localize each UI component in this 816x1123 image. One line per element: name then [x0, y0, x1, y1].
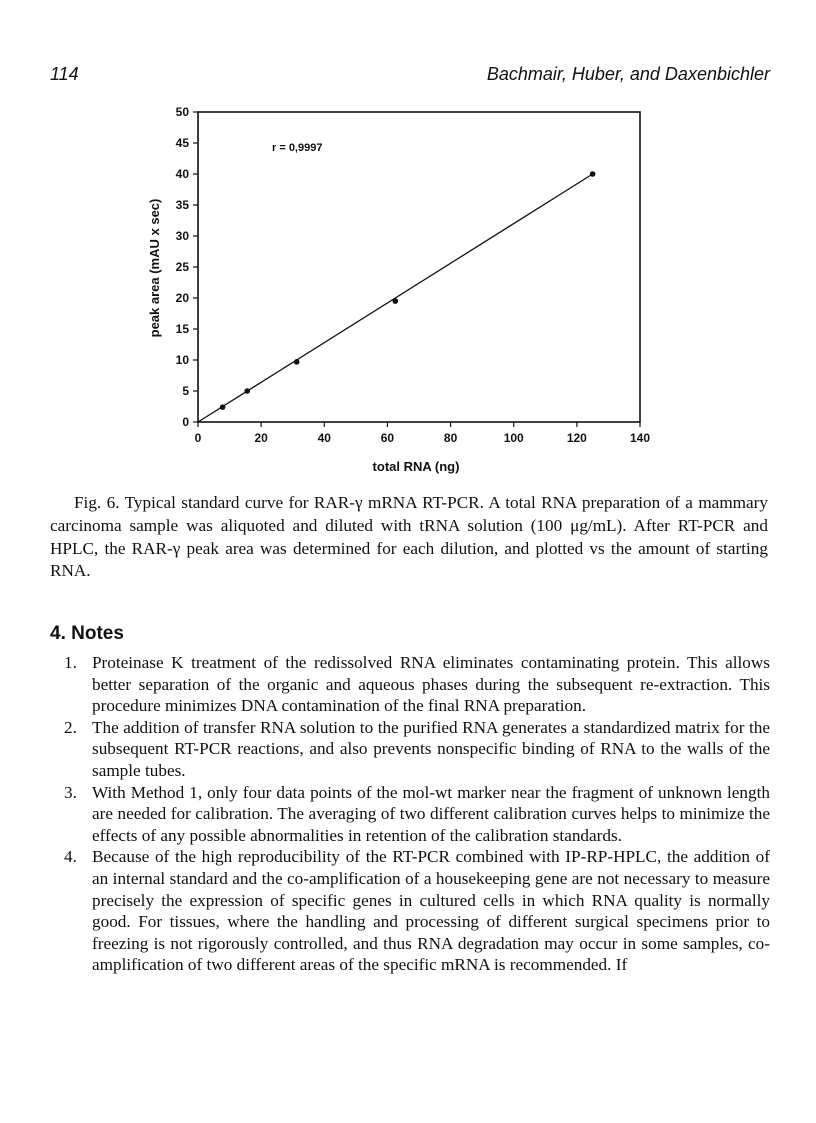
- y-tick-label: 10: [175, 353, 189, 367]
- note-number: 2.: [64, 717, 77, 737]
- data-point: [220, 404, 226, 410]
- note-number: 3.: [64, 782, 77, 802]
- y-tick-label: 25: [175, 260, 189, 274]
- x-tick-label: 20: [254, 431, 268, 445]
- running-header: [50, 64, 770, 88]
- page-number: 114: [50, 64, 79, 84]
- note-item: [50, 717, 770, 782]
- y-tick-label: 5: [182, 384, 189, 398]
- y-tick-label: 50: [175, 105, 189, 119]
- y-tick-label: 0: [182, 415, 189, 429]
- y-tick-label: 15: [175, 322, 189, 336]
- x-tick-label: 0: [194, 431, 202, 445]
- note-number: 4.: [64, 847, 77, 867]
- note-text: With Method 1, only four data points of the mol-wt marker near the fragment of unknown length are needed for calibration. The averaging of two different calibration curves helps to minimize the effects of any possible abnormalities in retention of the calibration standards.: [92, 782, 770, 845]
- note-text: Because of the high reproducibility of the RT-PCR combined with IP-RP-HPLC, the addition of an internal standard and the co-amplification of a housekeeping gene are not necessary to measure precisely the expression of specific genes in cultured cells in which RNA quality is normally good. For tissues, where the handling and processing of different surgical specimens prior to freezing is not rigorously controlled, and thus RNA degradation may occur in some samples, co-amplification of two different areas of the specific mRNA is recommended. If: [92, 847, 770, 975]
- y-axis-label: peak area (mAU x sec): [147, 198, 162, 338]
- y-tick-label: 45: [175, 136, 189, 150]
- data-point: [294, 359, 300, 365]
- notes-list: [50, 652, 770, 976]
- figure-caption: Fig. 6. Typical standard curve for RAR-γ mRNA RT-PCR. A total RNA preparation of a mammary carcinoma sample was aliquoted and diluted with tRNA solution (100 μg/mL). After RT-PCR and HPLC, the RAR-γ peak area was determined for each dilution, and plotted vs the amount of starting RNA.: [50, 493, 768, 581]
- note-item: [50, 846, 770, 976]
- data-point: [244, 388, 250, 394]
- data-point: [393, 298, 399, 304]
- note-item: [50, 782, 770, 847]
- regression-line: [198, 174, 593, 422]
- plot-area-frame: [198, 112, 640, 422]
- x-axis-label: total RNA (ng): [372, 459, 460, 474]
- x-tick-label: 40: [317, 431, 331, 445]
- x-tick-label: 80: [443, 431, 458, 445]
- y-tick-label: 35: [175, 198, 189, 212]
- running-authors: Bachmair, Huber, and Daxenbichler: [486, 64, 770, 84]
- section-title: 4. Notes: [50, 623, 124, 644]
- correlation-annotation: r = 0,9997: [272, 142, 323, 154]
- y-tick-label: 40: [175, 167, 189, 181]
- x-tick-label: 120: [566, 431, 587, 445]
- x-tick-label: 60: [380, 431, 395, 445]
- data-point: [590, 171, 596, 177]
- y-tick-label: 20: [175, 291, 189, 305]
- note-text: The addition of transfer RNA solution to the purified RNA generates a standardized matrix for the subsequent RT-PCR reactions, and also prevents nonspecific binding of RNA to the walls of the sample tubes.: [92, 717, 770, 780]
- note-item: [50, 652, 770, 717]
- standard-curve-chart: [130, 100, 670, 480]
- note-text: Proteinase K treatment of the redissolved RNA eliminates contaminating protein. This allows better separation of the organic and aqueous phases during the subsequent re-extraction. This procedure minimizes DNA contamination of the final RNA preparation.: [92, 653, 770, 716]
- y-tick-label: 30: [175, 229, 189, 243]
- note-number: 1.: [64, 653, 77, 672]
- x-tick-label: 100: [503, 431, 524, 445]
- x-tick-label: 140: [629, 431, 651, 445]
